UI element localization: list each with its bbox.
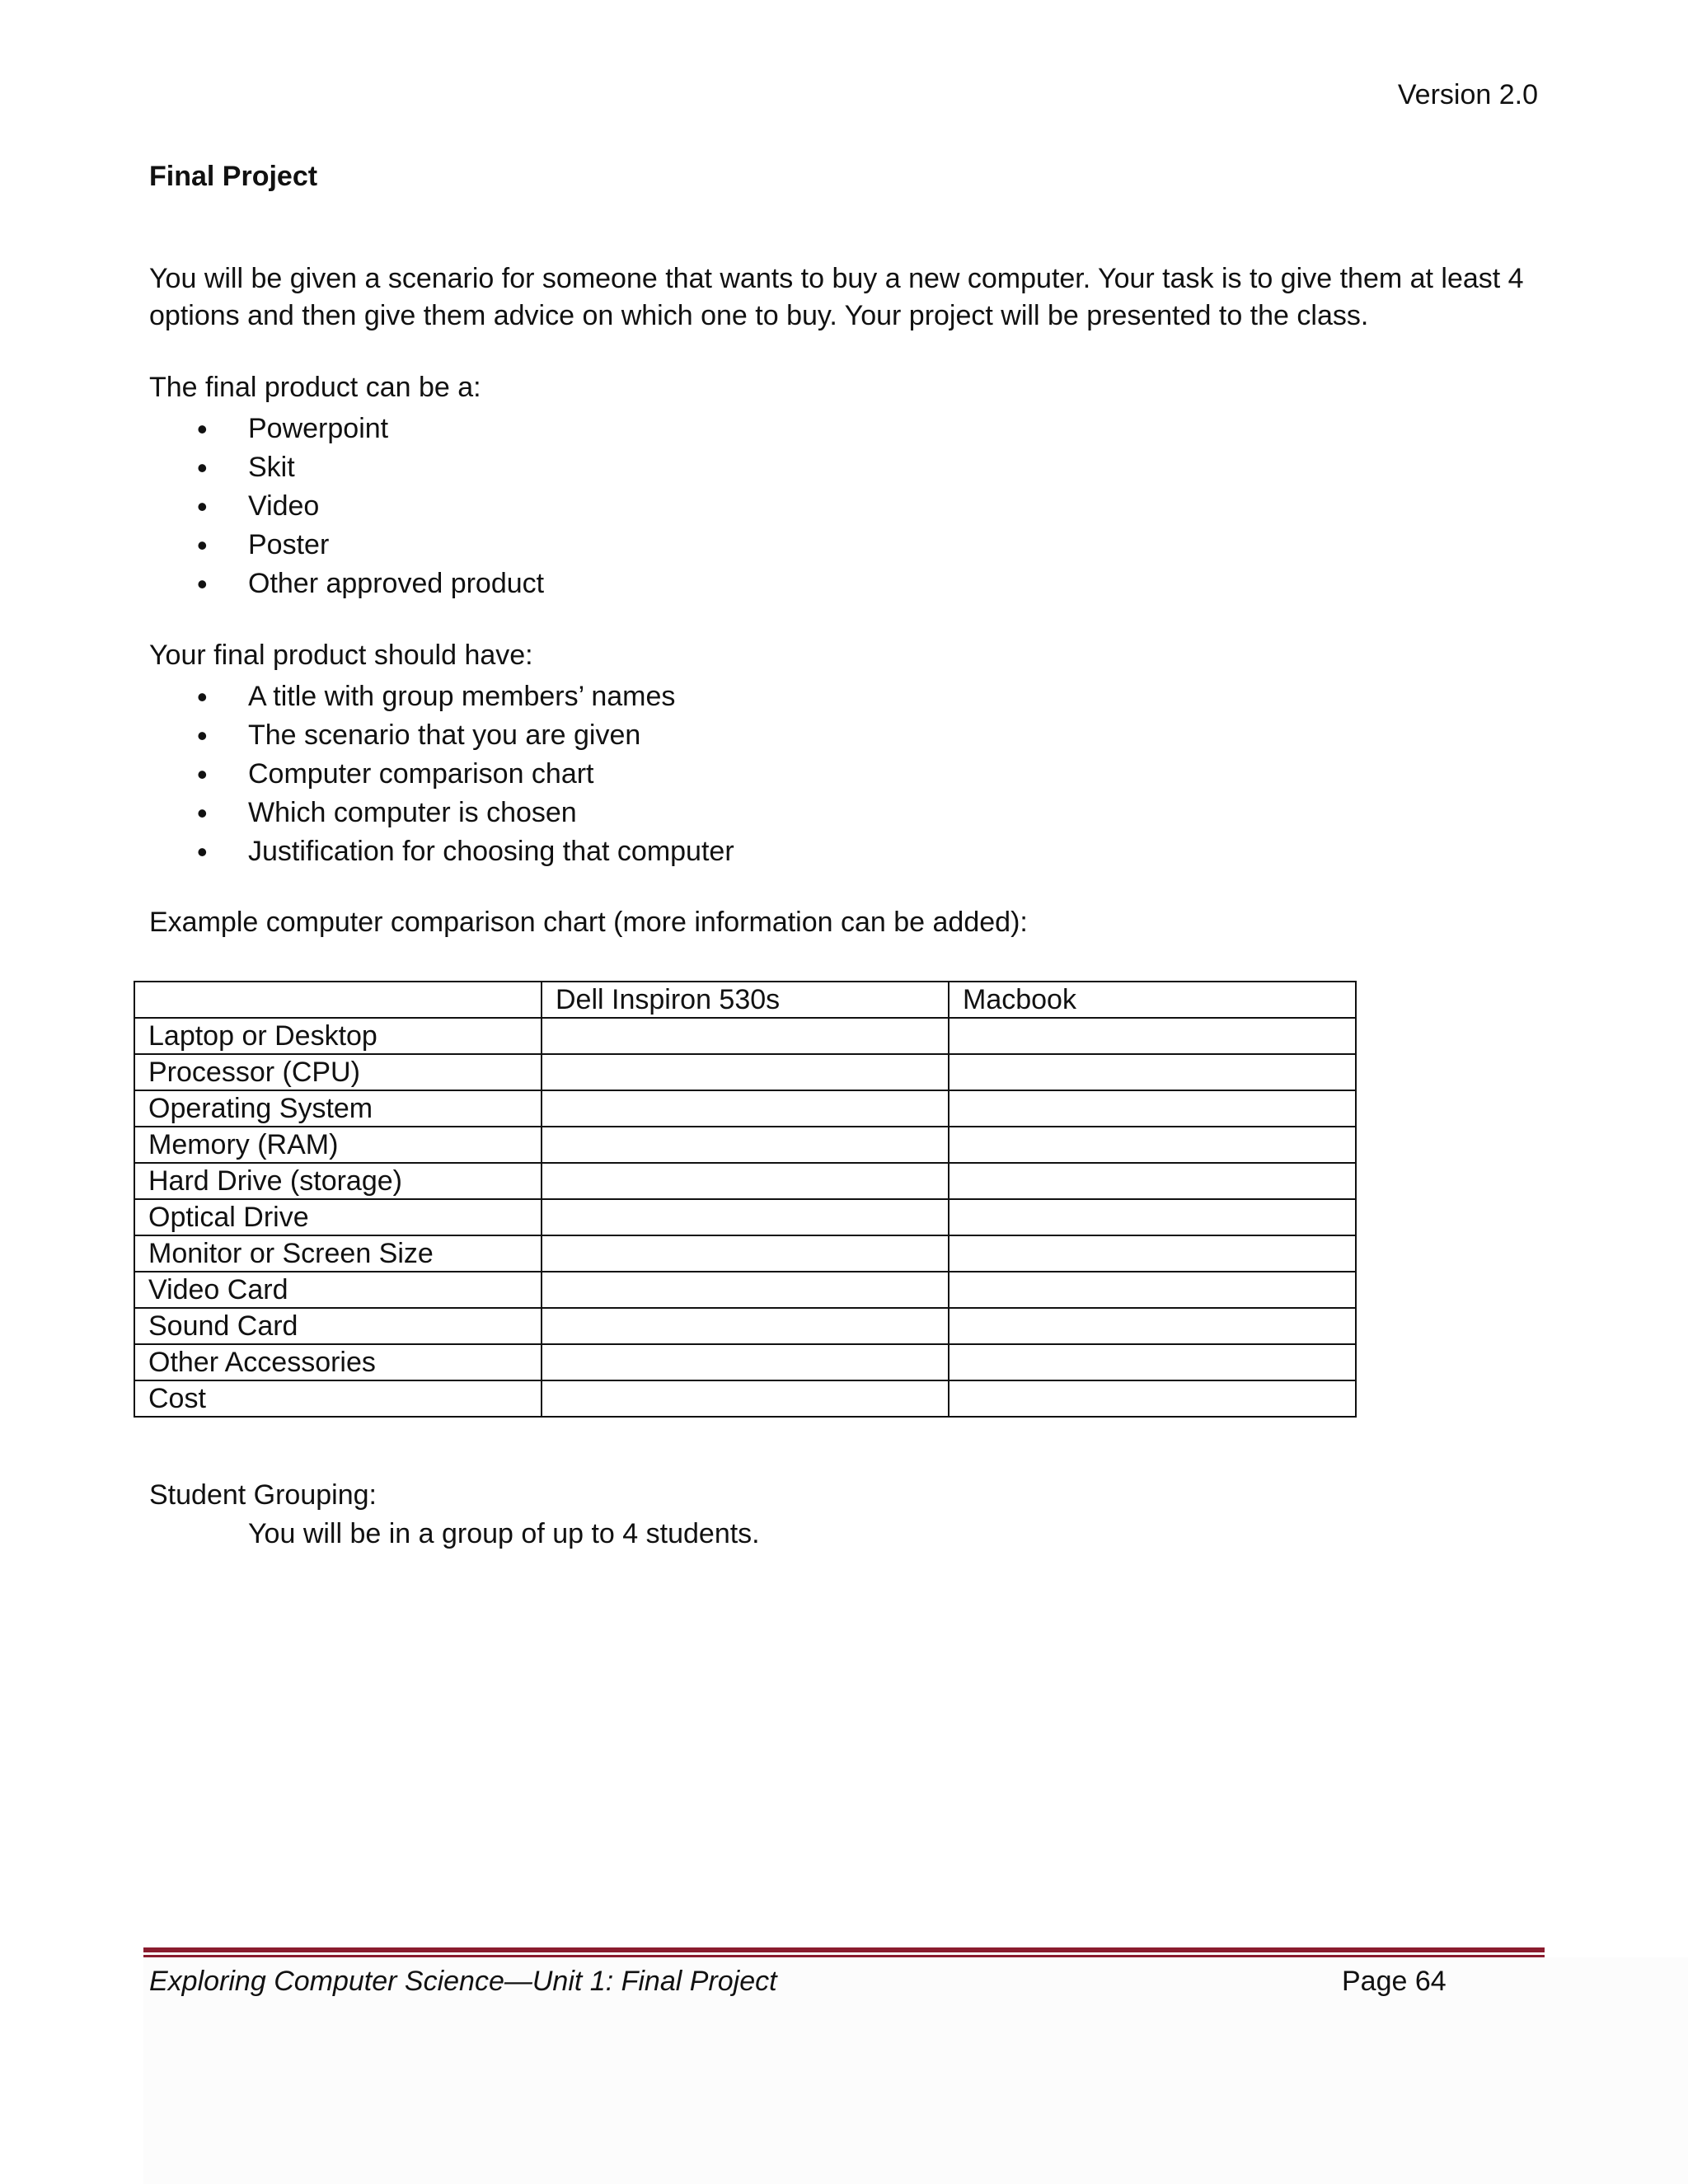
product-options-list bbox=[149, 410, 544, 603]
list-item: • Computer comparison chart bbox=[149, 755, 734, 794]
table-row bbox=[134, 1199, 1356, 1235]
table-cell bbox=[949, 1308, 1356, 1344]
table-row bbox=[134, 1380, 1356, 1417]
table-cell bbox=[949, 1199, 1356, 1235]
row-label: Video Card bbox=[134, 1272, 542, 1308]
list-item: • Skit bbox=[149, 448, 544, 487]
intro-paragraph: You will be given a scenario for someone that wants to buy a new computer. Your task is to give them at least 4 options and then give them advice on which one to buy. Your project will be presented to the class. bbox=[149, 263, 1524, 331]
footer-rule bbox=[143, 1947, 1545, 1952]
table-row bbox=[134, 1308, 1356, 1344]
page-title: Final Project bbox=[149, 161, 318, 192]
row-label: Processor (CPU) bbox=[134, 1054, 542, 1090]
grouping-heading: Student Grouping: bbox=[149, 1479, 377, 1511]
row-label: Monitor or Screen Size bbox=[134, 1235, 542, 1272]
table-row bbox=[134, 1235, 1356, 1272]
row-label: Optical Drive bbox=[134, 1199, 542, 1235]
table-row bbox=[134, 1090, 1356, 1127]
table-cell bbox=[542, 1344, 949, 1380]
table-header-cell: Dell Inspiron 530s bbox=[542, 982, 949, 1018]
list-item: • Justification for choosing that computer bbox=[149, 832, 734, 871]
table-cell bbox=[949, 1344, 1356, 1380]
table-header-row bbox=[134, 982, 1356, 1018]
row-label: Sound Card bbox=[134, 1308, 542, 1344]
product-options-heading: The final product can be a: bbox=[149, 372, 481, 403]
row-label: Laptop or Desktop bbox=[134, 1018, 542, 1054]
table-cell bbox=[542, 1054, 949, 1090]
grouping-text: You will be in a group of up to 4 students. bbox=[248, 1518, 760, 1549]
row-label: Operating System bbox=[134, 1090, 542, 1127]
version-label: Version 2.0 bbox=[1397, 79, 1538, 110]
table-cell bbox=[542, 1199, 949, 1235]
list-item: • Video bbox=[149, 487, 544, 526]
table-cell bbox=[949, 1235, 1356, 1272]
row-label: Cost bbox=[134, 1380, 542, 1417]
table-row bbox=[134, 1344, 1356, 1380]
table-cell bbox=[949, 1163, 1356, 1199]
table-cell bbox=[949, 1380, 1356, 1417]
row-label: Memory (RAM) bbox=[134, 1127, 542, 1163]
chart-intro: Example computer comparison chart (more information can be added): bbox=[149, 907, 1028, 938]
list-item: • Other approved product bbox=[149, 565, 544, 603]
list-item: • The scenario that you are given bbox=[149, 716, 734, 755]
table-cell bbox=[949, 1127, 1356, 1163]
comparison-table bbox=[134, 981, 1357, 1418]
table-header-cell bbox=[134, 982, 542, 1018]
table-row bbox=[134, 1018, 1356, 1054]
table-cell bbox=[949, 1018, 1356, 1054]
list-item: • Which computer is chosen bbox=[149, 794, 734, 832]
table-cell bbox=[542, 1090, 949, 1127]
table-header-cell: Macbook bbox=[949, 982, 1356, 1018]
row-label: Other Accessories bbox=[134, 1344, 542, 1380]
table-cell bbox=[542, 1380, 949, 1417]
table-cell bbox=[949, 1272, 1356, 1308]
footer-rule-thin bbox=[143, 1955, 1545, 1957]
table-row bbox=[134, 1163, 1356, 1199]
footer-course-title: Exploring Computer Science—Unit 1: Final Project bbox=[149, 1966, 777, 1997]
list-item: • A title with group members’ names bbox=[149, 677, 734, 716]
table-cell bbox=[542, 1127, 949, 1163]
table-cell bbox=[542, 1235, 949, 1272]
table-cell bbox=[542, 1308, 949, 1344]
footer-page-number: Page 64 bbox=[1342, 1966, 1447, 1997]
list-item: • Powerpoint bbox=[149, 410, 544, 448]
table-cell bbox=[542, 1272, 949, 1308]
table-cell bbox=[542, 1018, 949, 1054]
table-row bbox=[134, 1272, 1356, 1308]
table-row bbox=[134, 1127, 1356, 1163]
requirements-list bbox=[149, 677, 734, 871]
list-item: • Poster bbox=[149, 526, 544, 565]
table-row bbox=[134, 1054, 1356, 1090]
table-cell bbox=[949, 1090, 1356, 1127]
row-label: Hard Drive (storage) bbox=[134, 1163, 542, 1199]
table-cell bbox=[542, 1163, 949, 1199]
table-cell bbox=[949, 1054, 1356, 1090]
requirements-heading: Your final product should have: bbox=[149, 640, 533, 671]
